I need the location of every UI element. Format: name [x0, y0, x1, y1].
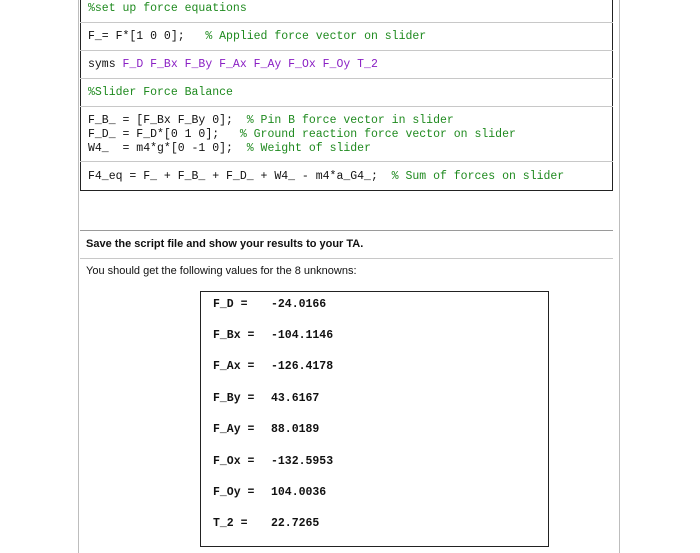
- section-divider: [80, 258, 613, 259]
- result-value: 88.0189: [271, 423, 320, 436]
- result-value: -126.4178: [271, 360, 334, 373]
- code-line-applied-force: [88, 30, 426, 43]
- code-line-syms: [88, 58, 378, 71]
- code-divider: [80, 161, 613, 162]
- code-syms-vars: F_D F_Bx F_By F_Ax F_Ay F_Ox F_Oy T_2: [122, 58, 378, 71]
- result-value: -104.1146: [271, 329, 334, 342]
- code-comment-setup: %set up force equations: [88, 2, 247, 15]
- result-name: F_D =: [213, 298, 248, 311]
- section-divider: [80, 230, 613, 231]
- code-keyword: syms: [88, 58, 116, 71]
- code-statement: W4_ = m4*g*[0 -1 0];: [88, 142, 233, 155]
- result-value: 104.0036: [271, 486, 327, 499]
- save-instruction: Save the script file and show your results to your TA.: [86, 238, 364, 250]
- values-instruction: You should get the following values for the 8 unknowns:: [86, 265, 357, 277]
- code-line-w4: [88, 142, 371, 155]
- code-divider: [80, 22, 613, 23]
- code-statement: F_B_ = [F_Bx F_By 0];: [88, 114, 233, 127]
- result-name: T_2 =: [213, 517, 248, 530]
- code-divider: [80, 78, 613, 79]
- code-statement: F_= F*[1 0 0];: [88, 30, 185, 43]
- result-value: -24.0166: [271, 298, 327, 311]
- code-statement: F4_eq = F_ + F_B_ + F_D_ + W4_ - m4*a_G4_;: [88, 170, 378, 183]
- code-line-fd: [88, 128, 516, 141]
- code-comment-balance: %Slider Force Balance: [88, 86, 233, 99]
- result-name: F_Ax =: [213, 360, 255, 373]
- code-comment: % Applied force vector on slider: [205, 30, 427, 43]
- result-name: F_Oy =: [213, 486, 255, 499]
- code-divider: [80, 50, 613, 51]
- result-name: F_By =: [213, 392, 255, 405]
- result-value: -132.5953: [271, 455, 334, 468]
- result-value: 43.6167: [271, 392, 320, 405]
- code-comment: % Pin B force vector in slider: [246, 114, 454, 127]
- result-name: F_Bx =: [213, 329, 255, 342]
- result-name: F_Ay =: [213, 423, 255, 436]
- code-comment: % Ground reaction force vector on slider: [239, 128, 516, 141]
- code-statement: F_D_ = F_D*[0 1 0];: [88, 128, 220, 141]
- code-line-f4: [88, 170, 564, 183]
- result-name: F_Ox =: [213, 455, 255, 468]
- code-divider: [80, 106, 613, 107]
- code-comment: % Sum of forces on slider: [391, 170, 565, 183]
- code-comment: % Weight of slider: [246, 142, 371, 155]
- code-line-fb: [88, 114, 454, 127]
- result-value: 22.7265: [271, 517, 320, 530]
